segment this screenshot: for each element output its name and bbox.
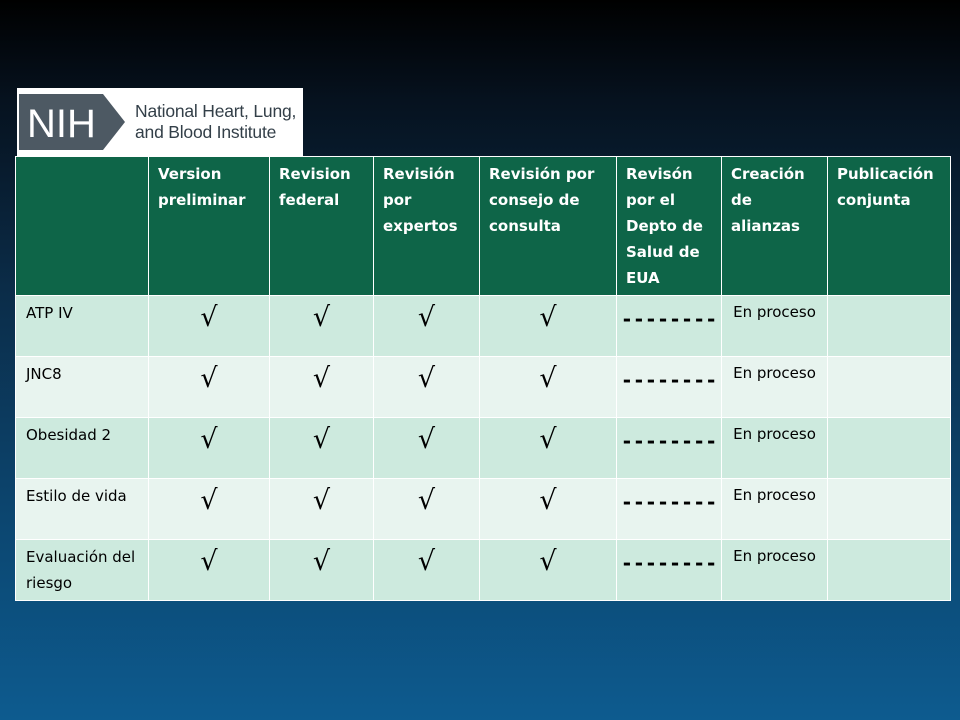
check-mark-icon: √ bbox=[480, 479, 617, 540]
check-mark-icon: √ bbox=[374, 479, 480, 540]
dash-placeholder: -------- bbox=[617, 296, 722, 357]
status-cell: En proceso bbox=[722, 540, 828, 601]
nih-logo-mark bbox=[19, 90, 129, 154]
status-cell: En proceso bbox=[722, 418, 828, 479]
institute-name bbox=[135, 101, 296, 143]
header-revision-expertos: Revisión por expertos bbox=[374, 157, 480, 296]
row-label: Obesidad 2 bbox=[16, 418, 149, 479]
row-label: Evaluación del riesgo bbox=[16, 540, 149, 601]
table-row bbox=[16, 540, 951, 601]
check-mark-icon: √ bbox=[149, 296, 270, 357]
check-mark-icon: √ bbox=[374, 296, 480, 357]
table-row bbox=[16, 479, 951, 540]
table-row bbox=[16, 418, 951, 479]
dash-placeholder: -------- bbox=[617, 479, 722, 540]
empty-cell bbox=[828, 540, 951, 601]
nih-nhlbi-logo bbox=[17, 88, 303, 156]
check-mark-icon: √ bbox=[480, 418, 617, 479]
row-label: ATP IV bbox=[16, 296, 149, 357]
header-corner bbox=[16, 157, 149, 296]
header-revision-depto-salud: Revisón por el Depto de Salud de EUA bbox=[617, 157, 722, 296]
dash-placeholder: -------- bbox=[617, 357, 722, 418]
table-row bbox=[16, 296, 951, 357]
check-mark-icon: √ bbox=[270, 540, 374, 601]
check-mark-icon: √ bbox=[149, 540, 270, 601]
dash-placeholder: -------- bbox=[617, 540, 722, 601]
institute-name-line2: and Blood Institute bbox=[135, 122, 277, 142]
check-mark-icon: √ bbox=[480, 540, 617, 601]
nih-logo-letters: NIH bbox=[27, 102, 96, 146]
status-cell: En proceso bbox=[722, 296, 828, 357]
table-header-row bbox=[16, 157, 951, 296]
check-mark-icon: √ bbox=[270, 296, 374, 357]
status-cell: En proceso bbox=[722, 479, 828, 540]
row-label: Estilo de vida bbox=[16, 479, 149, 540]
check-mark-icon: √ bbox=[480, 357, 617, 418]
guidelines-status-table bbox=[15, 156, 950, 601]
check-mark-icon: √ bbox=[149, 418, 270, 479]
check-mark-icon: √ bbox=[374, 357, 480, 418]
institute-name-line1: National Heart, Lung, bbox=[135, 101, 297, 121]
empty-cell bbox=[828, 296, 951, 357]
check-mark-icon: √ bbox=[149, 479, 270, 540]
status-cell: En proceso bbox=[722, 357, 828, 418]
header-revision-federal: Revision federal bbox=[270, 157, 374, 296]
dash-placeholder: -------- bbox=[617, 418, 722, 479]
header-revision-consejo: Revisión por consejo de consulta bbox=[480, 157, 617, 296]
check-mark-icon: √ bbox=[270, 479, 374, 540]
check-mark-icon: √ bbox=[480, 296, 617, 357]
empty-cell bbox=[828, 357, 951, 418]
empty-cell bbox=[828, 418, 951, 479]
empty-cell bbox=[828, 479, 951, 540]
header-creacion-alianzas: Creación de alianzas bbox=[722, 157, 828, 296]
header-publicacion-conjunta: Publicación conjunta bbox=[828, 157, 951, 296]
check-mark-icon: √ bbox=[270, 418, 374, 479]
table-row bbox=[16, 357, 951, 418]
check-mark-icon: √ bbox=[374, 418, 480, 479]
check-mark-icon: √ bbox=[149, 357, 270, 418]
header-version-preliminar: Version preliminar bbox=[149, 157, 270, 296]
check-mark-icon: √ bbox=[374, 540, 480, 601]
row-label: JNC8 bbox=[16, 357, 149, 418]
check-mark-icon: √ bbox=[270, 357, 374, 418]
